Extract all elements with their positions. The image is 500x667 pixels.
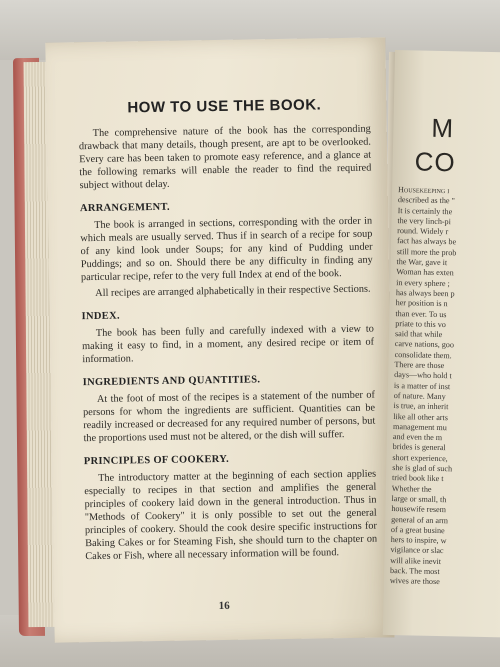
right-page-line: will alike inevit bbox=[390, 555, 442, 566]
right-heading-line-1: M bbox=[431, 112, 455, 144]
page-number: 16 bbox=[218, 599, 230, 613]
right-page-line: priate to this vo bbox=[395, 318, 446, 329]
right-page-line: vigilance or slac bbox=[390, 545, 444, 556]
right-page-line: like all other arts bbox=[393, 411, 449, 422]
principles-paragraph: The introductory matter at the beginning of each section applies especially to recipes in that section and amplifies the general principles of cookery laid down in the general introduction. Thus in "Methods of Cookery" it is only possible to set out the general principles of cookery. Should the cook desire specific instructions for Baking Cakes or for Steaming Fish, she should turn to the chapter on Cakes or Fish, where all necessary information will be found. bbox=[84, 468, 378, 563]
right-heading-line-2: CO bbox=[414, 146, 456, 178]
right-page-line: Whether the bbox=[391, 483, 432, 494]
right-page-line: There are those bbox=[394, 360, 445, 371]
right-page-line: round. Widely r bbox=[397, 226, 449, 237]
right-page-line: tried book like t bbox=[391, 473, 444, 484]
right-page-line: days—who hold t bbox=[394, 370, 452, 381]
right-page-line: It is certainly the bbox=[397, 205, 453, 216]
section-heading-index: INDEX. bbox=[81, 310, 120, 323]
right-page-line: consolidate them. bbox=[394, 349, 452, 361]
intro-paragraph: The comprehensive nature of the book has the corresponding drawback that many details, though present, are apt to be overlooked. Every care has been taken to promote easy reference, and a glance at the following remarks will enable the reader to find the required subject without delay. bbox=[78, 123, 372, 192]
right-page-line: said that while bbox=[394, 329, 443, 340]
right-page-line: is a matter of inst bbox=[393, 380, 451, 391]
right-page-line: back. The most bbox=[390, 565, 440, 577]
right-page-line: general of an arm bbox=[391, 514, 449, 525]
right-page-line: in every sphere ; bbox=[396, 277, 450, 288]
right-page-line: management mu bbox=[393, 421, 447, 432]
right-page-line: wives are those bbox=[389, 576, 440, 587]
right-page-line: has always been p bbox=[395, 288, 455, 299]
right-page-line: the War, gave it bbox=[396, 257, 448, 268]
right-page-line: than ever. To us bbox=[395, 308, 447, 319]
section-heading-ingredients: INGREDIENTS AND QUANTITIES. bbox=[82, 374, 261, 389]
section-heading-principles: PRINCIPLES OF COOKERY. bbox=[83, 453, 230, 468]
right-page-line: large or small, th bbox=[391, 493, 447, 505]
right-page-line: fact has always be bbox=[396, 236, 457, 247]
right-page-line: brides is general bbox=[392, 442, 446, 453]
right-page-line: carve nations, goo bbox=[394, 339, 455, 350]
index-paragraph: The book has been fully and carefully indexed with a view to making it easy to find, in a moment, any desired recipe or item of information. bbox=[82, 323, 375, 366]
left-page-content bbox=[78, 98, 377, 567]
right-page-text bbox=[390, 185, 500, 589]
right-page-line: short experience, bbox=[392, 452, 448, 463]
right-page-line: Housekeeping i bbox=[397, 185, 450, 196]
right-page-line: described as the " bbox=[397, 195, 455, 206]
ingredients-paragraph: At the foot of most of the recipes is a statement of the number of persons for whom the ingredients are sufficient. Quantities can be readily increased or decreased for any required number of persons, but the proportions used must not be altered, or the dish will suffer. bbox=[83, 389, 376, 445]
arrangement-paragraph-1: The book is arranged in sections, corresponding with the order in which meals are usually served. Thus if in search of a recipe for soup of any kind look under Soups; for any kind of Pudding under Puddings; and so on. Should there be any difficulty in finding any particular recipe, refer to the very full Index at end of the book. bbox=[80, 215, 373, 284]
right-page-line: is true, an inherit bbox=[393, 401, 449, 412]
right-page-line: housewife resem bbox=[391, 504, 447, 515]
right-page-line: of nature. Many bbox=[393, 390, 446, 402]
page-title: HOW TO USE THE BOOK. bbox=[127, 96, 322, 117]
arrangement-paragraph-2: All recipes are arranged alphabetically in their respective Sections. bbox=[95, 283, 371, 299]
left-page bbox=[45, 37, 394, 642]
right-page-line: of a great busine bbox=[390, 524, 445, 535]
right-page-line: hers to inspire, w bbox=[390, 535, 447, 546]
right-page-line: Woman has exten bbox=[396, 267, 454, 278]
right-page-line: her position is n bbox=[395, 298, 448, 309]
right-page-line: the very linch-pi bbox=[397, 215, 452, 227]
right-page-line: still more the prob bbox=[396, 246, 457, 258]
right-page-line: she is glad of such bbox=[392, 463, 453, 474]
section-heading-arrangement: ARRANGEMENT. bbox=[79, 201, 171, 215]
right-page-line: and even the m bbox=[392, 432, 443, 443]
right-page bbox=[383, 50, 500, 637]
